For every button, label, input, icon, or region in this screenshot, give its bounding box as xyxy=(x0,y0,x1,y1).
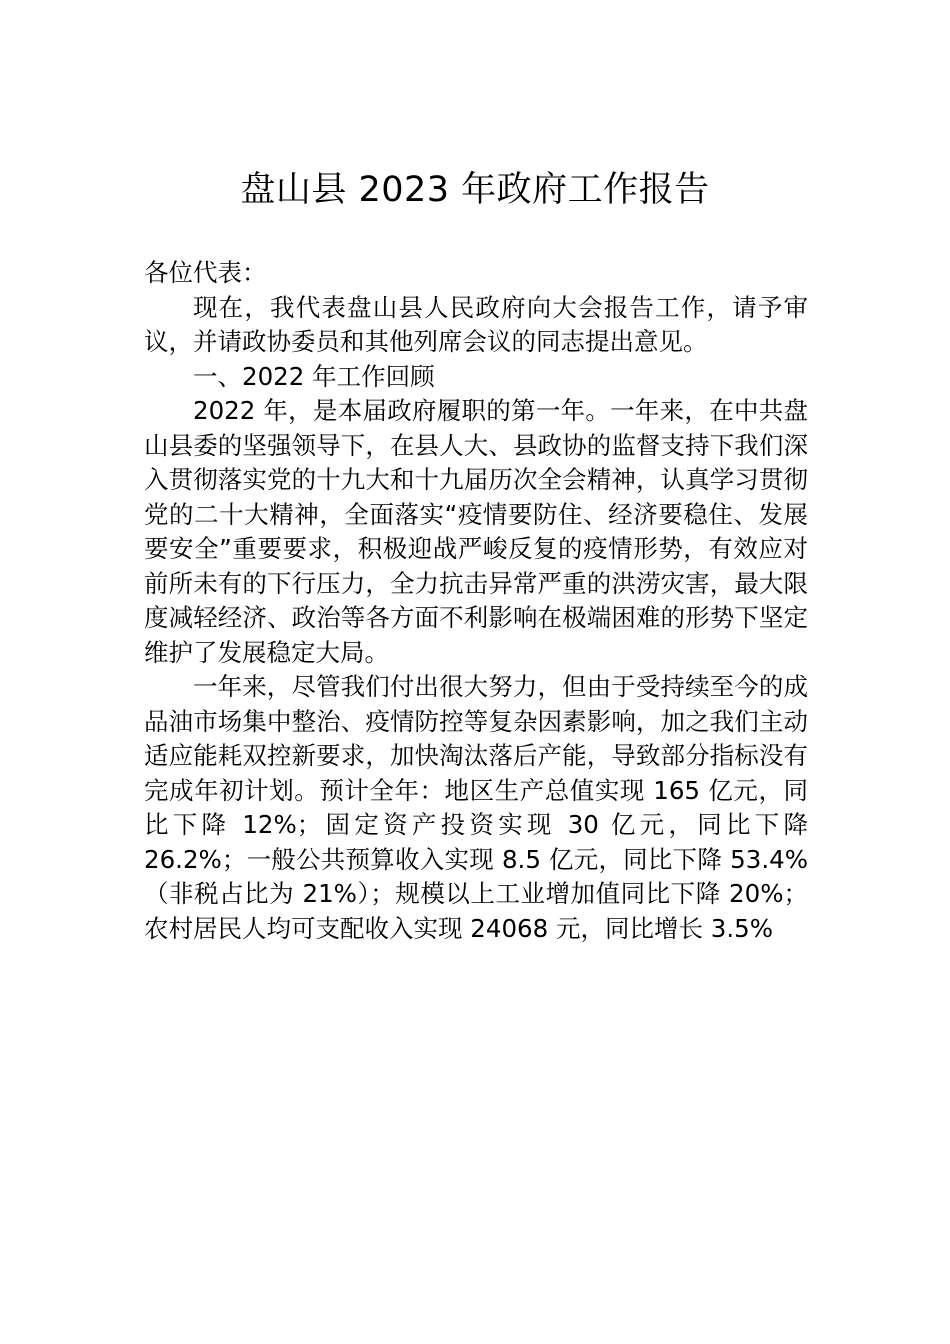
section-heading: 一、2022 年工作回顾 xyxy=(193,361,435,391)
opening-paragraph: 现在，我代表盘山县人民政府向大会报告工作，请予审议，并请政协委员和其他列席会议的同志提出意见。 xyxy=(144,292,808,356)
document-title: 盘山县 2023 年政府工作报告 xyxy=(240,170,710,210)
salutation: 各位代表： xyxy=(144,258,267,287)
document-body xyxy=(144,256,808,946)
indicators-paragraph: 一年来，尽管我们付出很大努力，但由于受持续至今的成品油市场集中整治、疫情防控等复杂因素影响，加之我们主动适应能耗双控新要求，加快淘汰落后产能，导致部分指标没有完成年初计划。预计全年：地区生产总值实现 165 亿元，同比下降 12%；固定资产投资实现 30 亿元，同比下降 26.2%；一般公共预算收入实现 8.5 亿元，同比下降 53.4%（非税占比为 21%）；规模以上工业增加值同比下降 20%；农村居民人均可支配收入实现 24068 元，同比增长 3.5% xyxy=(144,672,808,943)
review-paragraph: 2022 年，是本届政府履职的第一年。一年来，在中共盘山县委的坚强领导下，在县人大、县政协的监督支持下我们深入贯彻落实党的十九大和十九届历次全会精神，认真学习贯彻党的二十大精神，全面落实“疫情要防住、经济要稳住、发展要安全”重要要求，积极迎战严峻反复的疫情形势，有效应对前所未有的下行压力，全力抗击异常严重的洪涝灾害，最大限度减轻经济、政治等各方面不利影响在极端困难的形势下坚定维护了发展稳定大局。 xyxy=(144,396,808,667)
